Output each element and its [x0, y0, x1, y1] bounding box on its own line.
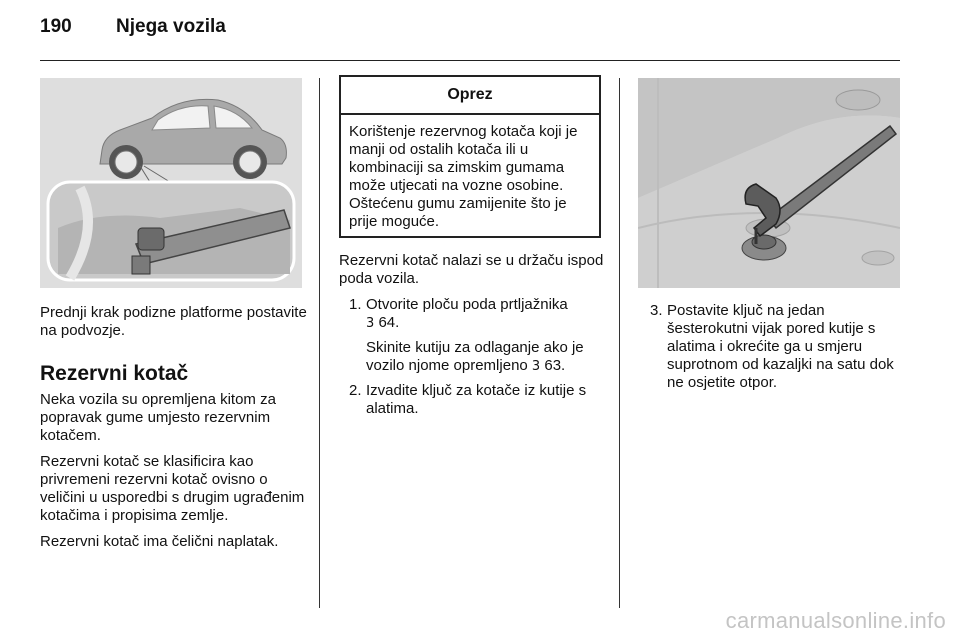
column-divider-left	[319, 78, 320, 608]
caution-title: Oprez	[341, 77, 599, 115]
page-reference-arrow-icon: 3	[366, 316, 375, 331]
middle-body	[339, 252, 609, 424]
figure-caption	[40, 304, 312, 348]
header-rule	[40, 60, 900, 61]
section-title: Rezervni kotač	[40, 362, 189, 385]
page-reference-arrow-icon: 3	[531, 359, 541, 374]
page-reference-link[interactable]: 63.	[544, 357, 566, 374]
step-text: Otvorite ploču poda prtljažnika	[366, 296, 568, 313]
paragraph: Rezervni kotač se klasificira kao privremeni rezervni kotač ovisno o veličini u usporedbi s drugim ugrađenim kotačima i propisima zemlje.	[40, 453, 305, 524]
caution-text: Korištenje rezervnog kotača koji je manji od ostalih kotača ili u kombinaciji sa zimskim gumama može utjecati na vozne osobine. Oštećenu gumu zamijenite što je prije moguće.	[349, 123, 578, 230]
chapter-title: Njega vozila	[116, 16, 226, 37]
step-number: 3.	[650, 302, 663, 319]
page-number: 190	[40, 16, 72, 37]
page-header	[40, 16, 226, 50]
watermark: carmanualsonline.info	[725, 608, 946, 633]
step-text: Postavite ključ na jedan šesterokutni vijak pored kutije s alatima i okrećite ga u smjeru suprotnom od kazaljki na satu dok ne osjetite otpor.	[667, 302, 894, 391]
wrench-illustration	[638, 78, 900, 288]
intro-paragraph: Rezervni kotač nalazi se u držaču ispod poda vozila.	[339, 252, 604, 287]
page-reference-link[interactable]: 64.	[378, 314, 400, 331]
step-3	[640, 302, 902, 392]
paragraph: Rezervni kotač ima čelični naplatak.	[40, 533, 279, 550]
left-body	[40, 391, 312, 559]
car-lift-illustration	[40, 78, 302, 288]
caution-box	[339, 75, 601, 238]
step-text: Izvadite ključ za kotače iz kutije s alatima.	[366, 382, 587, 417]
step-1-note	[339, 339, 609, 376]
step-1	[339, 296, 609, 333]
figure-wheel-wrench	[638, 78, 900, 288]
column-divider-right	[619, 78, 620, 608]
step-2	[339, 382, 609, 418]
paragraph: Neka vozila su opremljena kitom za popravak gume umjesto rezervnim kotačem.	[40, 391, 276, 444]
right-body	[640, 302, 902, 398]
step-number: 1.	[349, 296, 362, 313]
step-number: 2.	[349, 382, 362, 399]
step-note-text: Skinite kutiju za odlaganje ako je vozilo njome opremljeno	[366, 339, 584, 374]
figure-car-lift-arm	[40, 78, 302, 288]
figure-caption-text: Prednji krak podizne platforme postavite na podvozje.	[40, 304, 307, 339]
